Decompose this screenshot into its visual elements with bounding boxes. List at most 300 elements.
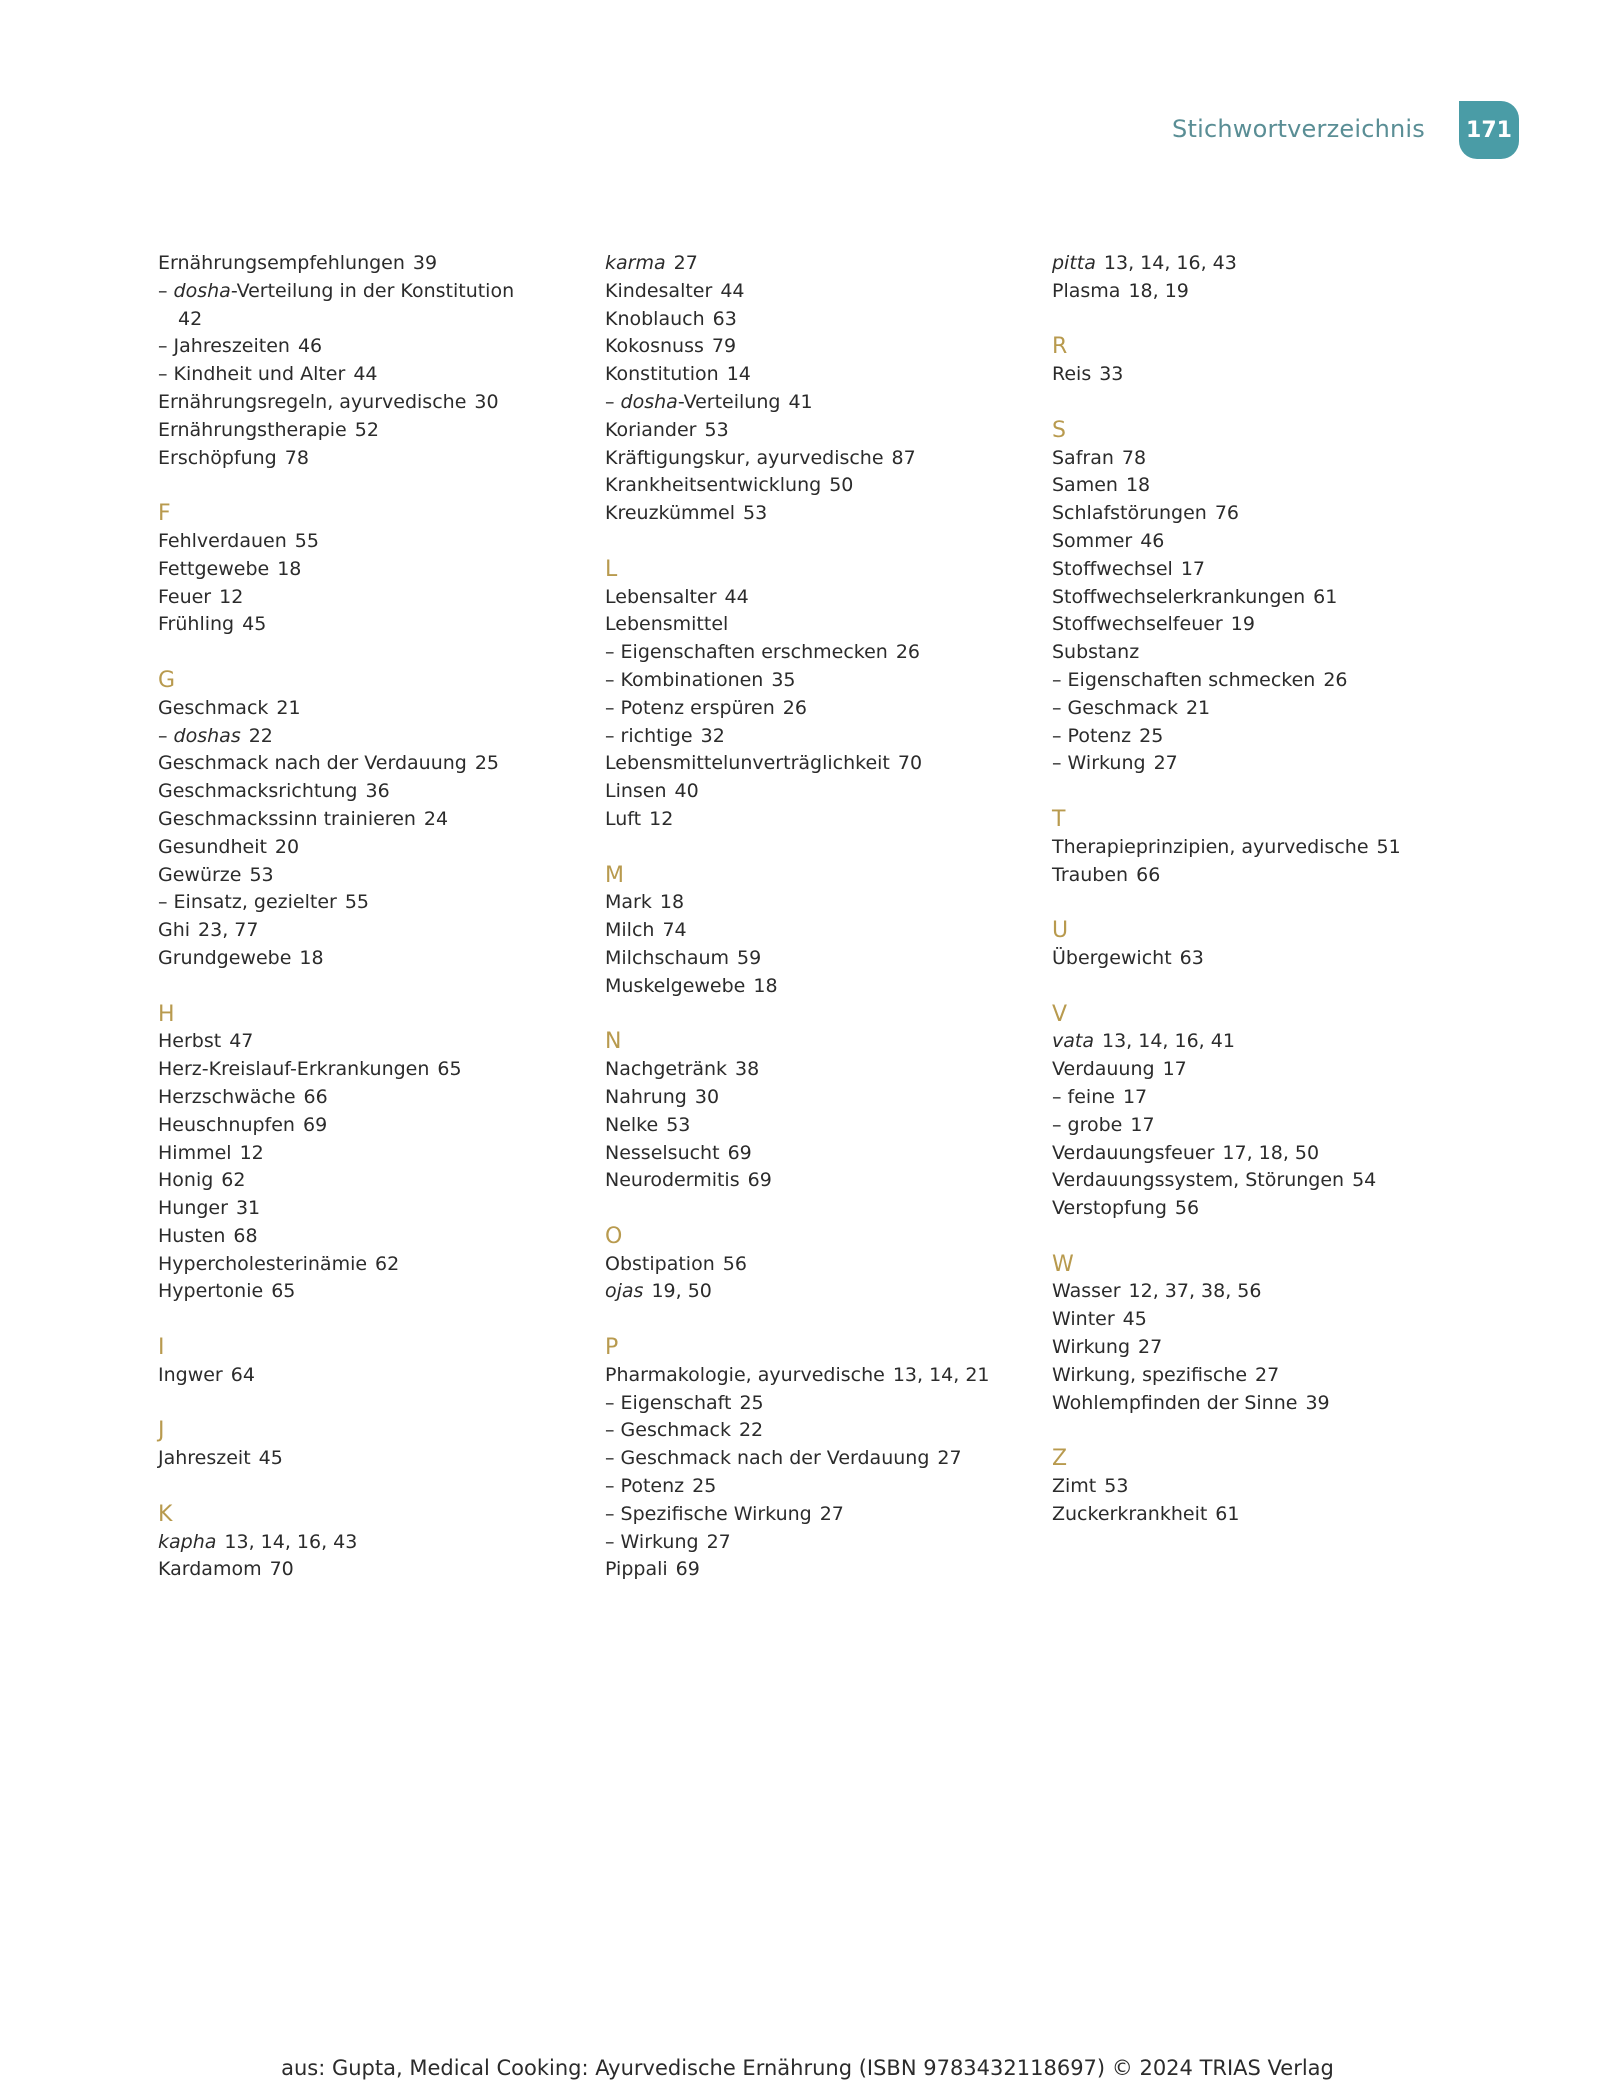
- entry-pages: 19: [1230, 613, 1255, 636]
- entry-term: Heuschnupfen: [158, 1113, 295, 1136]
- index-entry: [158, 834, 578, 862]
- section-letter: T: [1052, 806, 1066, 832]
- index-entry: [605, 306, 1025, 334]
- index-entry: [1052, 1362, 1472, 1390]
- index-entry: [158, 611, 578, 639]
- index-subentry: [1052, 750, 1472, 778]
- entry-term: Mark: [605, 891, 652, 914]
- entry-pages: 22: [738, 1419, 764, 1442]
- entry-term: Geschmack: [620, 1419, 731, 1442]
- entry-pages: 53: [704, 418, 729, 441]
- entry-term: Eigenschaft: [620, 1391, 732, 1414]
- entry-pages: 70: [269, 1558, 294, 1581]
- index-subentry: [605, 695, 1025, 723]
- index-entry: [605, 778, 1025, 806]
- index-subentry: [605, 639, 1025, 667]
- entry-term: Wirkung: [1052, 1336, 1131, 1359]
- index-entry: [158, 389, 578, 417]
- index-subentry: [605, 1445, 1025, 1473]
- entry-pages: 12, 37, 38, 56: [1128, 1280, 1262, 1303]
- entry-pages: 14: [726, 363, 751, 386]
- index-entry: [1052, 1056, 1472, 1084]
- section-letter: F: [158, 501, 171, 527]
- subentry-dash: –: [605, 1419, 621, 1442]
- entry-term: Hunger: [158, 1197, 228, 1220]
- index-entry: [158, 1028, 578, 1056]
- entry-term: Verdauung: [1052, 1058, 1155, 1081]
- index-subentry: [158, 361, 578, 389]
- entry-pages: 69: [727, 1141, 752, 1164]
- index-entry: [605, 1251, 1025, 1279]
- entry-term: -Verteilung in der Konstitution: [230, 279, 515, 302]
- entry-pages: 56: [1174, 1197, 1200, 1220]
- index-entry: [605, 250, 1025, 278]
- entry-pages: 18: [753, 974, 778, 997]
- entry-pages: 21: [276, 696, 301, 719]
- section-letter: V: [1052, 1001, 1068, 1027]
- index-section: [158, 250, 578, 472]
- subentry-dash: –: [158, 335, 174, 358]
- index-entry: [605, 973, 1025, 1001]
- entry-pages: 18: [659, 891, 685, 914]
- entry-term: Muskelgewebe: [605, 974, 746, 997]
- index-entry: [158, 584, 578, 612]
- entry-term: Stoffwechselerkrankungen: [1052, 585, 1306, 608]
- entry-pages: 44: [720, 279, 745, 302]
- entry-pages: 62: [375, 1252, 400, 1275]
- entry-term: Potenz erspüren: [620, 696, 775, 719]
- index-entry: [158, 1278, 578, 1306]
- index-entry: [1052, 639, 1472, 667]
- entry-term: Geschmack: [158, 696, 269, 719]
- index-subentry: [1052, 1084, 1472, 1112]
- index-section: [1052, 917, 1472, 973]
- index-entry: [158, 1056, 578, 1084]
- entry-term: Wirkung, spezifische: [1052, 1363, 1248, 1386]
- entry-term: Obstipation: [605, 1252, 715, 1275]
- index-subentry: [605, 723, 1025, 751]
- index-entry: [605, 1362, 1025, 1390]
- entry-pages: 70: [897, 752, 923, 775]
- index-entry: [158, 1084, 578, 1112]
- index-subentry: [1052, 695, 1472, 723]
- index-entry: [158, 917, 578, 945]
- index-entry: [158, 1167, 578, 1195]
- index-column-1: [158, 250, 578, 1612]
- entry-term: grobe: [1067, 1113, 1123, 1136]
- entry-term: Ernährungstherapie: [158, 418, 347, 441]
- index-entry: [605, 1056, 1025, 1084]
- subentry-dash: –: [1052, 752, 1068, 775]
- index-subentry: [605, 1529, 1025, 1557]
- section-letter: S: [1052, 417, 1066, 443]
- index-entry: [605, 917, 1025, 945]
- index-subentry: [158, 723, 578, 751]
- subentry-dash: –: [158, 279, 174, 302]
- entry-pages: 13, 14, 16, 43: [224, 1530, 358, 1553]
- index-section: [158, 500, 578, 639]
- entry-term: Grundgewebe: [158, 946, 292, 969]
- entry-pages: 76: [1214, 502, 1240, 525]
- section-letter: Z: [1052, 1446, 1068, 1472]
- entry-term: Lebensalter: [605, 585, 717, 608]
- entry-pages: 59: [737, 946, 762, 969]
- index-subentry: [1052, 1112, 1472, 1140]
- index-entry: [1052, 528, 1472, 556]
- index-entry: [158, 1223, 578, 1251]
- subentry-dash: –: [605, 1530, 621, 1553]
- entry-term: Linsen: [605, 780, 667, 803]
- entry-pages: 47: [229, 1030, 254, 1053]
- entry-term: Geschmacksrichtung: [158, 780, 358, 803]
- index-entry: [605, 1084, 1025, 1112]
- subentry-dash: –: [605, 641, 621, 664]
- entry-pages: 20: [274, 835, 300, 858]
- index-section: [605, 1028, 1025, 1195]
- entry-pages: 65: [437, 1058, 462, 1081]
- entry-term: Pippali: [605, 1558, 668, 1581]
- index-subentry: [1052, 723, 1472, 751]
- entry-term: Eigenschaften erschmecken: [620, 641, 888, 664]
- page-number-badge: 171: [1459, 101, 1519, 159]
- entry-term: Hypercholesterinämie: [158, 1252, 368, 1275]
- entry-pages: 26: [782, 696, 807, 719]
- entry-term: Neurodermitis: [605, 1169, 740, 1192]
- entry-term: Knoblauch: [605, 307, 705, 330]
- section-letter: H: [158, 1001, 175, 1027]
- entry-term: Luft: [605, 807, 642, 830]
- entry-term: Safran: [1052, 446, 1114, 469]
- section-letter: G: [158, 667, 176, 693]
- entry-term: Jahreszeit: [158, 1447, 251, 1470]
- index-entry: [1052, 834, 1472, 862]
- entry-term: Erschöpfung: [158, 446, 277, 469]
- index-column-3: [1052, 250, 1472, 1556]
- entry-term: Milchschaum: [605, 946, 730, 969]
- entry-term: Honig: [158, 1169, 214, 1192]
- subentry-dash: –: [605, 1502, 621, 1525]
- index-entry: [158, 306, 578, 334]
- entry-term: Husten: [158, 1224, 226, 1247]
- index-entry: [605, 889, 1025, 917]
- subentry-dash: –: [1052, 696, 1068, 719]
- entry-pages: 17, 18, 50: [1222, 1141, 1320, 1164]
- entry-pages: 64: [230, 1363, 255, 1386]
- entry-term: Einsatz, gezielter: [173, 891, 337, 914]
- entry-term: Lebensmittelunverträglichkeit: [605, 752, 890, 775]
- entry-term-italic: dosha: [620, 390, 678, 413]
- index-entry: [1052, 611, 1472, 639]
- entry-pages: 35: [771, 668, 796, 691]
- entry-pages: 74: [662, 919, 687, 942]
- entry-pages: 13, 14, 21: [892, 1363, 990, 1386]
- entry-pages: 13, 14, 16, 41: [1101, 1030, 1235, 1053]
- entry-pages: 27: [1138, 1336, 1163, 1359]
- entry-term-italic: doshas: [173, 724, 241, 747]
- section-letter: N: [605, 1029, 622, 1055]
- index-section: [158, 1501, 578, 1584]
- entry-pages: 12: [649, 807, 674, 830]
- entry-term: Fehlverdauen: [158, 529, 287, 552]
- index-subentry: [158, 889, 578, 917]
- entry-pages: 44: [353, 363, 378, 386]
- entry-term: Nesselsucht: [605, 1141, 720, 1164]
- section-letter: L: [605, 556, 618, 582]
- entry-pages: 65: [271, 1280, 296, 1303]
- index-subentry: [158, 333, 578, 361]
- index-entry: [1052, 445, 1472, 473]
- index-entry: [158, 806, 578, 834]
- running-header-title: Stichwortverzeichnis: [1172, 115, 1425, 143]
- entry-term: Gesundheit: [158, 835, 267, 858]
- entry-pages: 69: [675, 1558, 700, 1581]
- index-entry: [1052, 1278, 1472, 1306]
- entry-pages: 45: [258, 1447, 283, 1470]
- subentry-dash: –: [605, 668, 621, 691]
- section-letter: O: [605, 1223, 623, 1249]
- subentry-dash: –: [605, 724, 621, 747]
- entry-term: Ernährungsempfehlungen: [158, 252, 405, 274]
- entry-term: Übergewicht: [1052, 946, 1172, 969]
- entry-term-italic: vata: [1052, 1030, 1094, 1053]
- entry-pages: 17: [1180, 557, 1205, 580]
- entry-term: Geschmack nach der Verdauung: [158, 752, 467, 775]
- entry-pages: 19, 50: [651, 1280, 712, 1303]
- entry-term-italic: ojas: [605, 1280, 644, 1303]
- index-entry: [1052, 278, 1472, 306]
- entry-pages: 18, 19: [1128, 279, 1189, 302]
- entry-pages: 36: [365, 780, 390, 803]
- entry-pages: 13, 14, 16, 43: [1103, 252, 1237, 274]
- entry-term: Spezifische Wirkung: [620, 1502, 812, 1525]
- section-letter: U: [1052, 918, 1069, 944]
- entry-term: Kokosnuss: [605, 335, 704, 358]
- entry-pages: 21: [1185, 696, 1211, 719]
- index-entry: [158, 695, 578, 723]
- index-section: [158, 1001, 578, 1307]
- index-entry: [1052, 945, 1472, 973]
- index-section: [1052, 333, 1472, 389]
- entry-pages: 18: [1125, 474, 1151, 497]
- entry-pages: 27: [706, 1530, 731, 1553]
- entry-pages: 46: [297, 335, 323, 358]
- entry-term: Therapieprinzipien, ayurvedische: [1052, 835, 1369, 858]
- index-entry: [605, 584, 1025, 612]
- entry-term: Milch: [605, 919, 655, 942]
- entry-term: Stoffwechsel: [1052, 557, 1173, 580]
- index-entry: [158, 556, 578, 584]
- entry-pages: 18: [277, 557, 302, 580]
- index-entry: [605, 806, 1025, 834]
- index-column-2: [605, 250, 1025, 1612]
- entry-term: Sommer: [1052, 529, 1133, 552]
- entry-pages: 78: [284, 446, 309, 469]
- subentry-dash: –: [605, 390, 621, 413]
- section-letter: P: [605, 1335, 619, 1361]
- entry-pages: 45: [1122, 1308, 1147, 1331]
- entry-pages: 68: [233, 1224, 258, 1247]
- section-letter: W: [1052, 1251, 1074, 1277]
- entry-term: Jahreszeiten: [173, 335, 290, 358]
- entry-term: Geschmack nach der Verdauung: [620, 1447, 930, 1470]
- entry-pages: 25: [474, 752, 500, 775]
- subentry-dash: –: [158, 724, 174, 747]
- entry-pages: 17: [1122, 1085, 1148, 1108]
- entry-pages: 54: [1352, 1169, 1377, 1192]
- index-entry: [1052, 1306, 1472, 1334]
- entry-pages: 27: [1153, 752, 1178, 775]
- entry-pages: 53: [666, 1113, 691, 1136]
- index-entry: [605, 750, 1025, 778]
- subentry-dash: –: [1052, 668, 1068, 691]
- entry-pages: 69: [302, 1113, 328, 1136]
- index-entry: [158, 862, 578, 890]
- entry-term: Nachgetränk: [605, 1058, 728, 1081]
- entry-term: Potenz: [620, 1475, 685, 1498]
- index-subentry: [1052, 667, 1472, 695]
- index-entry: [158, 778, 578, 806]
- entry-pages: 12: [219, 585, 244, 608]
- entry-pages: 31: [235, 1197, 261, 1220]
- entry-term: Verstopfung: [1052, 1197, 1167, 1220]
- entry-term: Ernährungsregeln, ayurvedische: [158, 390, 467, 413]
- entry-pages: 22: [248, 724, 273, 747]
- entry-pages: 25: [739, 1391, 764, 1414]
- entry-term: Substanz: [1052, 641, 1140, 664]
- index-entry: [1052, 1473, 1472, 1501]
- entry-term: Nelke: [605, 1113, 659, 1136]
- entry-pages: 69: [747, 1169, 772, 1192]
- entry-term: Kräftigungskur, ayurvedische: [605, 446, 884, 469]
- subentry-dash: –: [158, 891, 174, 914]
- index-entry: [158, 1362, 578, 1390]
- entry-term: Nahrung: [605, 1085, 687, 1108]
- index-subentry: [605, 1473, 1025, 1501]
- entry-term: Kombinationen: [620, 668, 764, 691]
- index-section: [158, 1417, 578, 1473]
- entry-term: Zuckerkrankheit: [1052, 1502, 1208, 1525]
- entry-term: Kardamom: [158, 1558, 262, 1581]
- entry-pages: 56: [722, 1252, 747, 1275]
- entry-term-italic: dosha: [173, 279, 231, 302]
- entry-term: Kindesalter: [605, 279, 713, 302]
- entry-pages: 42: [178, 307, 203, 330]
- entry-term: Zimt: [1052, 1475, 1097, 1498]
- entry-pages: 18: [299, 946, 324, 969]
- index-section: [158, 1334, 578, 1390]
- entry-term: Koriander: [605, 418, 697, 441]
- entry-term: Kreuzkümmel: [605, 502, 736, 525]
- entry-term: Eigenschaften schmecken: [1067, 668, 1316, 691]
- index-entry: [605, 945, 1025, 973]
- entry-pages: 78: [1121, 446, 1147, 469]
- index-section: [605, 250, 1025, 528]
- entry-term: richtige: [620, 724, 693, 747]
- entry-term: Krankheitsentwicklung: [605, 474, 822, 497]
- index-entry: [1052, 1028, 1472, 1056]
- subentry-dash: –: [1052, 1085, 1068, 1108]
- index-section: [1052, 417, 1472, 778]
- index-entry: [1052, 584, 1472, 612]
- index-entry: [1052, 862, 1472, 890]
- entry-term: Fettgewebe: [158, 557, 270, 580]
- index-entry: [158, 528, 578, 556]
- entry-pages: 39: [412, 252, 438, 274]
- entry-pages: 40: [674, 780, 699, 803]
- entry-pages: 45: [242, 613, 267, 636]
- entry-pages: 26: [895, 641, 921, 664]
- entry-pages: 66: [303, 1085, 328, 1108]
- entry-pages: 61: [1215, 1502, 1240, 1525]
- index-entry: [605, 333, 1025, 361]
- entry-term: -Verteilung: [677, 390, 781, 413]
- entry-term: Wohlempfinden der Sinne: [1052, 1391, 1298, 1414]
- entry-term: Herzschwäche: [158, 1085, 296, 1108]
- entry-pages: 66: [1136, 863, 1161, 886]
- entry-term: Verdauungsfeuer: [1052, 1141, 1215, 1164]
- entry-term: Wirkung: [620, 1530, 699, 1553]
- subentry-dash: –: [605, 1391, 621, 1414]
- subentry-dash: –: [605, 1447, 621, 1470]
- index-subentry: [605, 667, 1025, 695]
- entry-term: Verdauungssystem, Störungen: [1052, 1169, 1345, 1192]
- entry-pages: 30: [694, 1085, 720, 1108]
- index-entry: [158, 1445, 578, 1473]
- entry-term: Geschmack: [1067, 696, 1178, 719]
- index-section: [158, 667, 578, 973]
- entry-pages: 52: [354, 418, 379, 441]
- index-section: [1052, 1001, 1472, 1223]
- entry-pages: 24: [423, 807, 449, 830]
- index-entry: [605, 1556, 1025, 1584]
- entry-term: Plasma: [1052, 279, 1121, 302]
- index-section: [1052, 250, 1472, 306]
- index-section: [605, 556, 1025, 834]
- entry-pages: 17: [1162, 1058, 1187, 1081]
- entry-pages: 32: [700, 724, 725, 747]
- entry-term: Winter: [1052, 1308, 1115, 1331]
- index-entry: [605, 417, 1025, 445]
- entry-pages: 25: [1139, 724, 1164, 747]
- entry-pages: 53: [743, 502, 768, 525]
- index-entry: [158, 1556, 578, 1584]
- index-section: [1052, 1251, 1472, 1418]
- index-subentry: [605, 1390, 1025, 1418]
- entry-pages: 41: [788, 390, 813, 413]
- index-entry: [158, 417, 578, 445]
- index-entry: [605, 361, 1025, 389]
- subentry-dash: –: [605, 1475, 621, 1498]
- entry-term: Potenz: [1067, 724, 1132, 747]
- entry-term: Reis: [1052, 363, 1092, 386]
- section-letter: I: [158, 1335, 165, 1361]
- index-entry: [1052, 1167, 1472, 1195]
- entry-pages: 12: [239, 1141, 264, 1164]
- entry-pages: 55: [344, 891, 370, 914]
- subentry-dash: –: [158, 363, 174, 386]
- entry-term: feine: [1067, 1085, 1115, 1108]
- index-entry: [158, 1140, 578, 1168]
- index-entry: [1052, 1390, 1472, 1418]
- index-entry: [158, 445, 578, 473]
- entry-term: Wirkung: [1067, 752, 1146, 775]
- entry-pages: 53: [1104, 1475, 1129, 1498]
- entry-term: Samen: [1052, 474, 1118, 497]
- entry-pages: 87: [891, 446, 916, 469]
- entry-pages: 27: [937, 1447, 962, 1470]
- entry-pages: 38: [735, 1058, 760, 1081]
- index-entry: [605, 1167, 1025, 1195]
